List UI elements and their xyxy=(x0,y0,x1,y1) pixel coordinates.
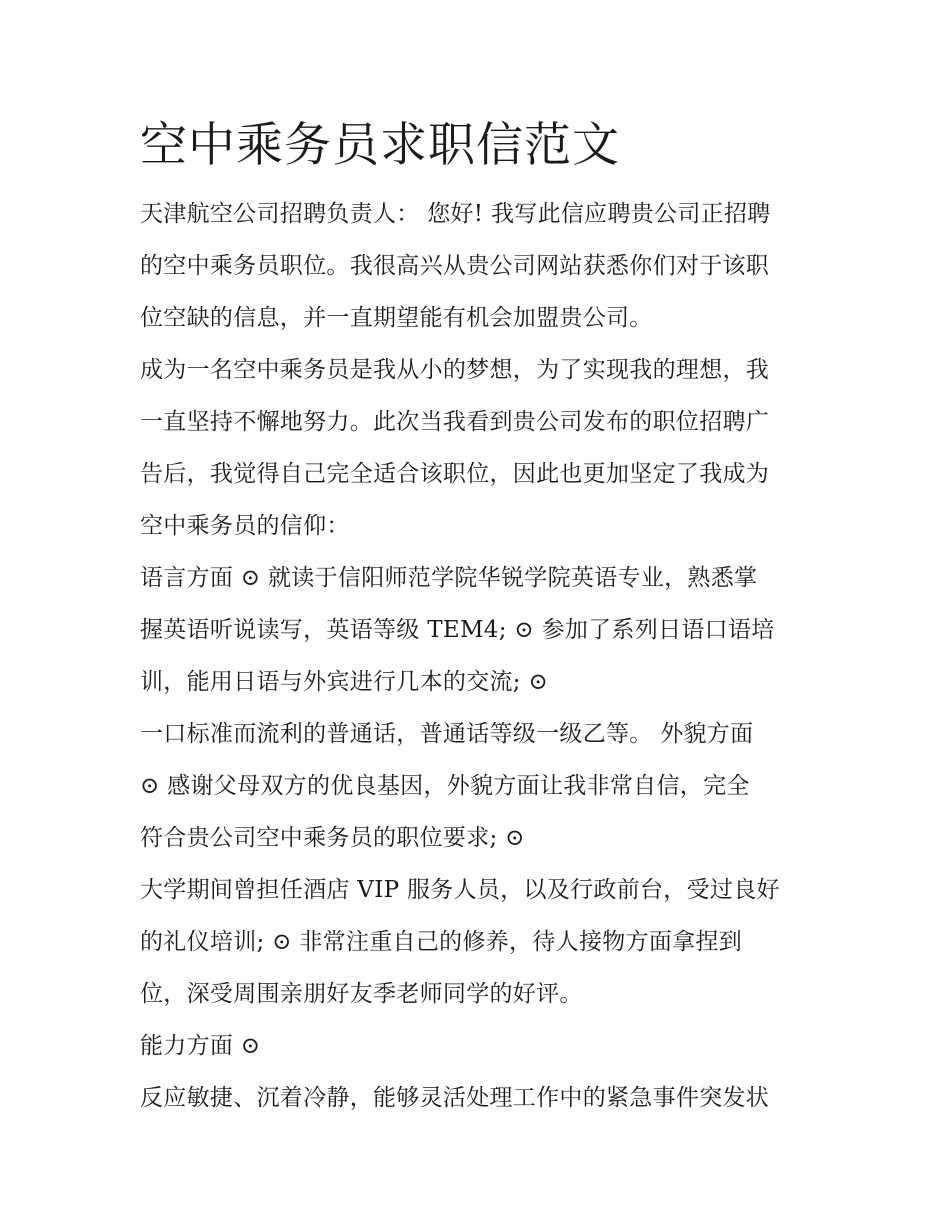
paragraph-ability-heading xyxy=(140,1020,815,1072)
text-line: 位，深受周围亲朋好友季老师同学的好评。 xyxy=(140,981,583,1007)
paragraph-appearance xyxy=(140,708,815,864)
text-line: 的礼仪培训; ⊙ 非常注重自己的修养，待人接物方面拿捏到 xyxy=(140,929,743,955)
text-line: 一直坚持不懈地努力。此次当我看到贵公司发布的职位招聘广 xyxy=(140,409,770,435)
paragraph-greeting xyxy=(140,188,815,344)
paragraph-ability xyxy=(140,1072,815,1124)
text-line: 大学期间曾担任酒店 VIP 服务人员，以及行政前台，受过良好 xyxy=(140,877,780,903)
paragraph-motivation xyxy=(140,344,815,552)
text-line: 训，能用日语与外宾进行几本的交流; ⊙ xyxy=(140,669,549,695)
text-line: 的空中乘务员职位。我很高兴从贵公司网站获悉你们对于该职 xyxy=(140,253,770,279)
text-line: 告后，我觉得自己完全适合该职位，因此也更加坚定了我成为 xyxy=(140,461,770,487)
text-line: 位空缺的信息，并一直期望能有机会加盟贵公司。 xyxy=(140,305,653,331)
text-line: 反应敏捷、沉着冷静，能够灵活处理工作中的紧急事件突发状 xyxy=(140,1085,770,1111)
document-body xyxy=(140,112,815,1124)
paragraph-language xyxy=(140,552,815,708)
paragraph-experience xyxy=(140,864,815,1020)
text-line: 空中乘务员的信仰： xyxy=(140,513,350,539)
text-line: 能力方面 ⊙ xyxy=(140,1033,261,1059)
text-line: 语言方面 ⊙ 就读于信阳师范学院华锐学院英语专业，熟悉掌 xyxy=(140,565,758,591)
text-line: 一口标准而流利的普通话，普通话等级一级乙等。 外貌方面 xyxy=(140,721,754,747)
document-title: 空中乘务员求职信范文 xyxy=(140,118,620,173)
text-line: 成为一名空中乘务员是我从小的梦想，为了实现我的理想，我 xyxy=(140,357,770,383)
text-line: 符合贵公司空中乘务员的职位要求; ⊙ xyxy=(140,825,525,851)
text-line: 天津航空公司招聘负责人： 您好! 我写此信应聘贵公司正招聘 xyxy=(140,201,771,227)
text-line: 握英语听说读写，英语等级 TEM4; ⊙ 参加了系列日语口语培 xyxy=(140,617,775,643)
text-line: ⊙ 感谢父母双方的优良基因，外貌方面让我非常自信，完全 xyxy=(140,773,750,799)
